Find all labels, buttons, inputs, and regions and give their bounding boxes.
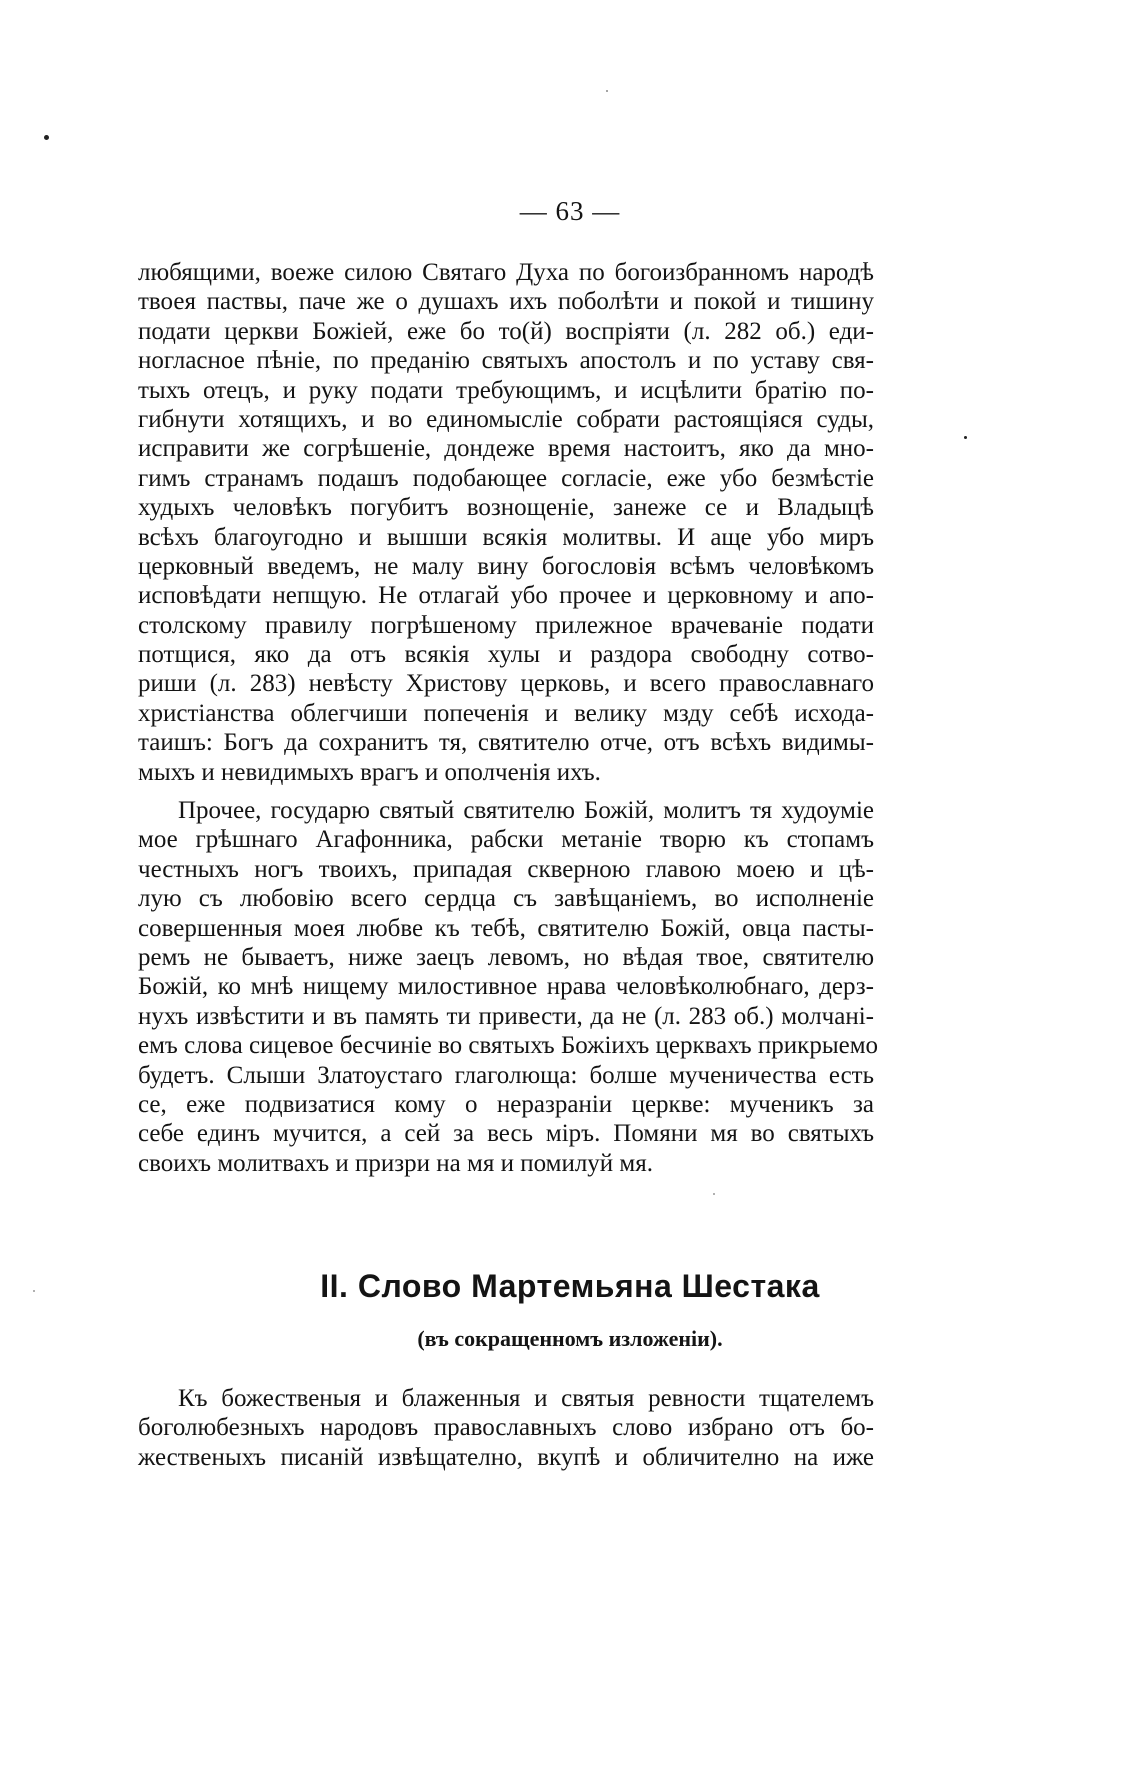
text-line: подати церкви Божіей, еже бо то(й) воспріяти (л. 282 об.) еди-: [138, 317, 874, 345]
text-line: церковный введемъ, не малу вину богословія всѣмъ человѣкомъ: [138, 552, 874, 580]
section-subtitle: (въ сокращенномъ изложеніи).: [417, 1326, 723, 1351]
text-line: тыхъ отецъ, и руку подати требующимъ, и исцѣлити братію по-: [138, 376, 874, 404]
text-line: своихъ молитвахъ и призри на мя и помилуй мя.: [138, 1149, 653, 1177]
text-line: столскому правилу погрѣшеному прилежное врачеваніе подати: [138, 611, 874, 639]
ink-speck: [713, 1193, 715, 1195]
text-line: твоея паствы, паче же о душахъ ихъ поболѣти и покой и тишину: [138, 288, 874, 316]
paragraph-2: [138, 796, 879, 1178]
text-line: себе единъ мучится, а сей за весь міръ. Помяни мя во святыхъ: [138, 1120, 874, 1148]
text-line: гимъ странамъ подашъ подобающее согласіе, еже убо безмѣстіе: [138, 464, 874, 492]
paragraph-1: [138, 258, 874, 787]
text-line: любящими, воеже силою Святаго Духа по богоизбранномъ народѣ: [138, 259, 874, 286]
page-number: — 63 —: [519, 196, 621, 226]
section-title: II. Слово Мартемьяна Шестака: [320, 1268, 820, 1304]
text-line: мое грѣшнаго Агафонника, рабски метаніе творю къ стопамъ: [138, 826, 874, 854]
text-line: жественыхъ писаній извѣщателно, вкупѣ и обличително на иже: [138, 1443, 874, 1471]
text-line: худыхъ человѣкъ погубитъ вознощеніе, занеже се и Владыцѣ: [138, 494, 874, 522]
text-line: емъ слова сицевое бесчиніе во святыхъ Божіихъ церквахъ прикрыемо: [138, 1032, 879, 1060]
paragraph-3: [138, 1384, 874, 1472]
text-line: Прочее, государю святый святителю Божій, молитъ тя худоуміе: [178, 797, 874, 824]
text-line: ремъ не бываетъ, ниже заецъ левомъ, но вѣдая твое, святителю: [138, 943, 874, 971]
text-line: риши (л. 283) невѣсту Христову церковь, и всего православнаго: [138, 670, 874, 698]
ink-speck: [964, 436, 967, 439]
text-line: всѣхъ благоугодно и вышши всякія молитвы. И аще убо миръ: [138, 523, 874, 551]
text-line: таишъ: Богъ да сохранитъ тя, святителю отче, отъ всѣхъ видимы-: [138, 729, 874, 757]
text-line: Къ божественыя и блаженныя и святыя ревности тщателемъ: [178, 1385, 874, 1412]
text-line: будетъ. Слыши Златоустаго глаголюща: болше мученичества есть: [138, 1061, 874, 1089]
text-line: христіанства облегчиши попеченія и велику мзду себѣ исхода-: [138, 699, 874, 727]
text-line: гибнути хотящихъ, и во единомысліе собрати растоящіяся суды,: [138, 405, 874, 433]
text-line: совершенныя моея любве къ тебѣ, святителю Божій, овца пасты-: [138, 914, 874, 942]
text-line: боголюбезныхъ народовъ православныхъ слово избрано отъ бо-: [138, 1414, 874, 1442]
text-line: мыхъ и невидимыхъ врагъ и ополченія ихъ.: [138, 758, 601, 786]
text-line: нухъ извѣстити и въ память ти привести, да не (л. 283 об.) молчані-: [138, 1002, 874, 1030]
text-line: исправити же согрѣшеніе, дондеже время настоитъ, яко да мно-: [138, 435, 874, 463]
text-line: исповѣдати непщую. Не отлагай убо прочее и церковному и апо-: [138, 582, 874, 610]
text-line: честныхъ ногъ твоихъ, припадая скверною главою моею и цѣ-: [138, 855, 874, 883]
ink-speck: [44, 135, 49, 140]
ink-speck: [606, 90, 608, 92]
text-line: лую съ любовію всего сердца съ завѣщаніемъ, во исполненіе: [138, 885, 874, 913]
text-line: се, еже подвизатися кому о неразраніи церкве: мученикъ за: [138, 1090, 874, 1118]
text-line: Божій, ко мнѣ нищему милостивное нрава человѣколюбнаго, дерз-: [138, 973, 874, 1001]
text-line: потщися, яко да отъ всякія хулы и раздора свободну сотво-: [138, 641, 874, 669]
text-line: ногласное пѣніе, по преданію святыхъ апостолъ и по уставу свя-: [138, 347, 874, 375]
